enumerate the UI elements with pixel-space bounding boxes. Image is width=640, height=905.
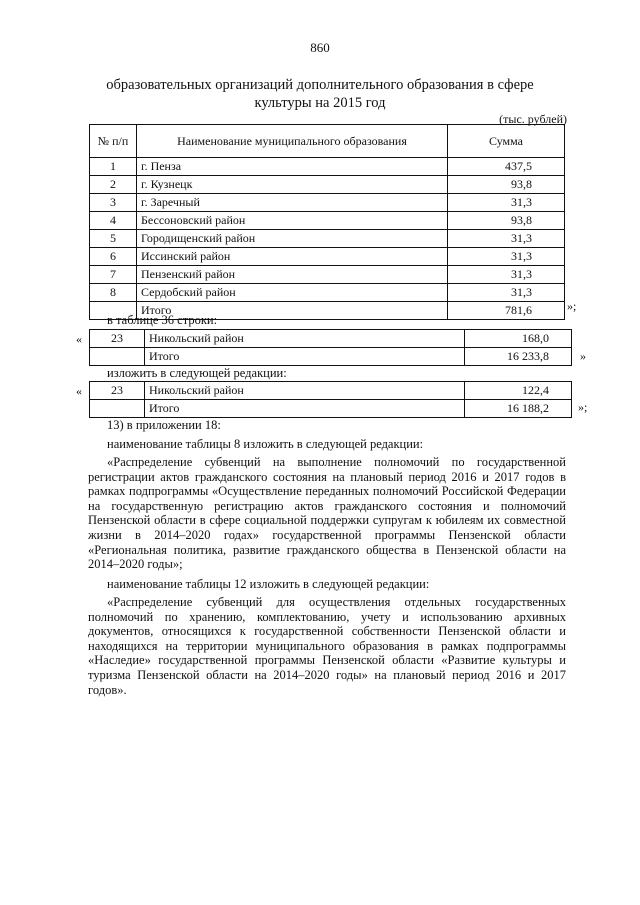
- end-quote: »;: [578, 400, 588, 414]
- row-sum: 93,8: [448, 212, 565, 230]
- total-row: [90, 400, 572, 418]
- table-row: [90, 382, 572, 400]
- row-sum: 31,3: [448, 230, 565, 248]
- table-row: [90, 194, 565, 212]
- table-row: [90, 266, 565, 284]
- row-sum: 168,0: [465, 330, 572, 348]
- edit-intro: изложить в следующей редакции:: [107, 366, 287, 380]
- header-sum: Сумма: [448, 125, 565, 158]
- row-name: Городищенский район: [137, 230, 448, 248]
- total-label: Итого: [145, 348, 465, 366]
- total-label: Итого: [137, 302, 448, 320]
- table-row: [90, 330, 572, 348]
- row-number: 8: [90, 284, 137, 302]
- row-number: 23: [90, 330, 145, 348]
- row-name: г. Заречный: [137, 194, 448, 212]
- table36-intro: в таблице 36 строки:: [107, 313, 218, 327]
- row-sum: 31,3: [448, 284, 565, 302]
- table-title: образовательных организаций дополнительного образования в сфере культуры на 2015 год: [106, 77, 534, 111]
- row-sum: 122,4: [465, 382, 572, 400]
- open-quote: «: [76, 332, 82, 346]
- table-row: [90, 284, 565, 302]
- row-name: Никольский район: [145, 382, 465, 400]
- total-sum: 16 188,2: [465, 400, 572, 418]
- row-name: Бессоновский район: [137, 212, 448, 230]
- distribution-table: [89, 124, 565, 320]
- row-number: 3: [90, 194, 137, 212]
- row-sum: 437,5: [448, 158, 565, 176]
- total-sum: 16 233,8: [465, 348, 572, 366]
- end-quote: »: [580, 349, 586, 363]
- table36-new: [89, 381, 572, 418]
- table-row: [90, 230, 565, 248]
- row-number: 7: [90, 266, 137, 284]
- header-name: Наименование муниципального образования: [137, 125, 448, 158]
- row-sum: 31,3: [448, 248, 565, 266]
- end-quote: »;: [567, 299, 577, 313]
- total-sum: 781,6: [448, 302, 565, 320]
- row-sum: 93,8: [448, 176, 565, 194]
- paragraph-table12: наименование таблицы 12 изложить в следующей редакции:: [107, 577, 430, 591]
- row-name: г. Пенза: [137, 158, 448, 176]
- item-13: 13) в приложении 18:: [107, 418, 221, 432]
- table36-old: [89, 329, 572, 366]
- header-number: № п/п: [90, 125, 137, 158]
- row-name: Сердобский район: [137, 284, 448, 302]
- table-row: [90, 176, 565, 194]
- row-name: Иссинский район: [137, 248, 448, 266]
- row-name: Никольский район: [145, 330, 465, 348]
- row-number: 1: [90, 158, 137, 176]
- total-label: Итого: [145, 400, 465, 418]
- paragraph-subvention-2: «Распределение субвенций для осуществления отдельных государственных полномочий по хранению, комплектованию, учету и использованию архивных документов, относящихся к государственной собственности Пензенской области и находящихся на территории муниципального образования в рамках подпрограммы «Наследие» государственной программы Пензенской области «Развитие культуры и туризма Пензенской области на 2014–2020 годы» на плановый период 2016 и 2017 годов».: [88, 595, 566, 697]
- row-name: г. Кузнецк: [137, 176, 448, 194]
- paragraph-subvention-1: «Распределение субвенций на выполнение полномочий по государственной регистрации актов гражданского состояния на плановый период 2016 и 2017 годов в рамках подпрограммы «Осуществление переданных полномочий Российской Федерации на государственную регистрацию актов гражданского состояния и полномочий Пензенской области в сфере социальной поддержки супругам к юбилеям их совместной жизни в 2014–2020 годах» государственной программы Пензенской области «Региональная политика, развитие гражданского общества в Пензенской области на 2014–2020 годы»;: [88, 455, 566, 572]
- table-row: [90, 158, 565, 176]
- table-row: [90, 212, 565, 230]
- row-number: 6: [90, 248, 137, 266]
- row-number: 2: [90, 176, 137, 194]
- row-number: 4: [90, 212, 137, 230]
- open-quote: «: [76, 384, 82, 398]
- total-row: [90, 348, 572, 366]
- row-number: 5: [90, 230, 137, 248]
- row-number: 23: [90, 382, 145, 400]
- table-row: [90, 248, 565, 266]
- unit-label: (тыс. рублей): [499, 112, 567, 126]
- paragraph-table8: наименование таблицы 8 изложить в следующей редакции:: [107, 437, 424, 451]
- table-header-row: [90, 125, 565, 158]
- page-number: 860: [310, 40, 330, 55]
- row-sum: 31,3: [448, 266, 565, 284]
- row-name: Пензенский район: [137, 266, 448, 284]
- row-sum: 31,3: [448, 194, 565, 212]
